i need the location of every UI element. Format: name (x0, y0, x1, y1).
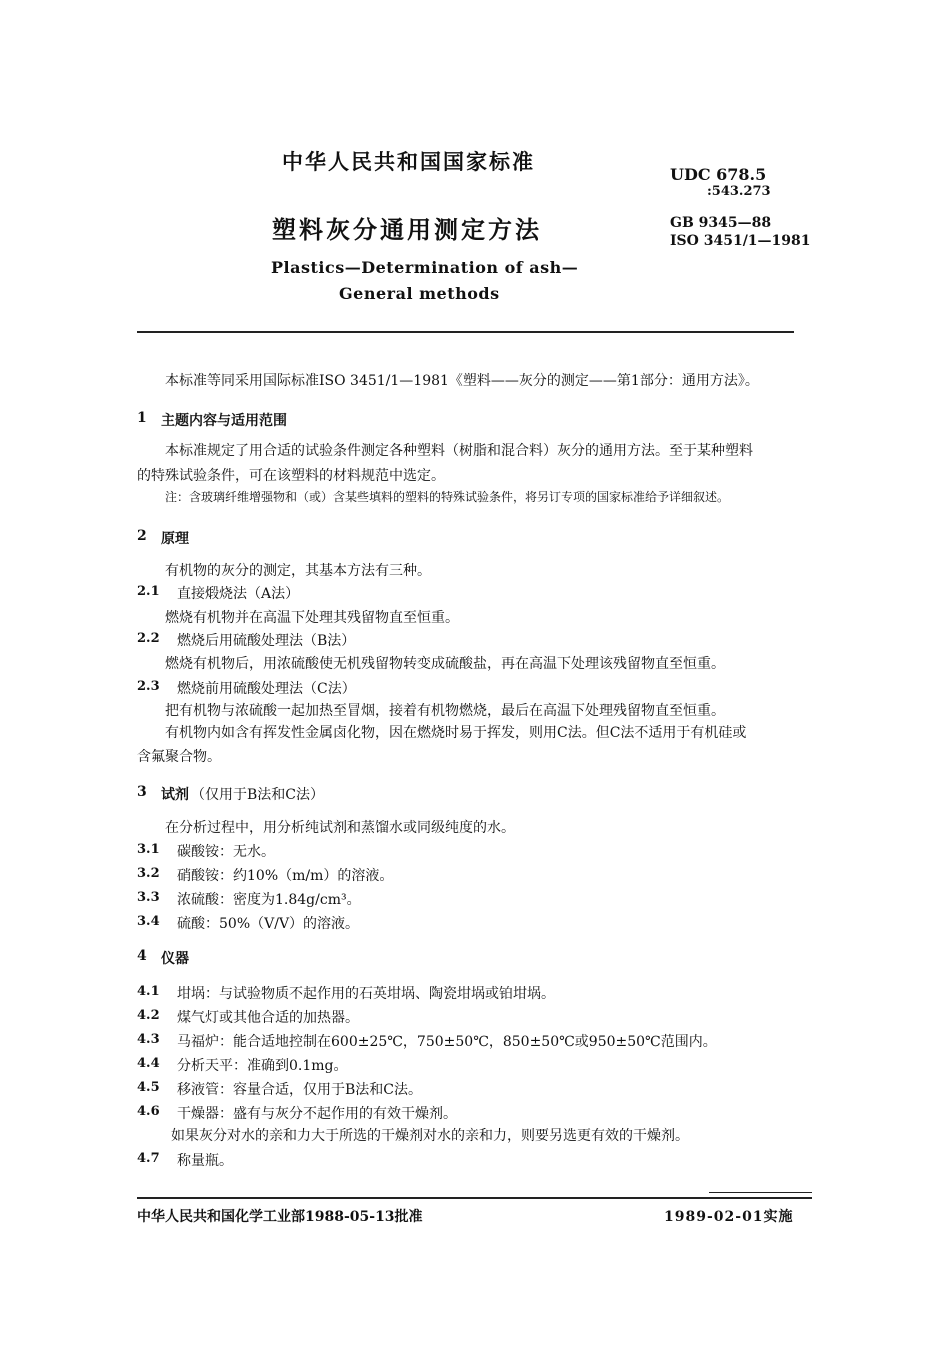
section-4-2-text: 煤气灯或其他合适的加热器。 (177, 1010, 359, 1026)
section-4-3-number: 4.3 (137, 1032, 160, 1047)
section-3-4-number: 3.4 (137, 914, 160, 929)
section-2-2-title: 燃烧后用硫酸处理法（B法） (177, 633, 356, 649)
udc-code: UDC 678.5 (670, 165, 767, 184)
section-2-2-text: 燃烧有机物后，用浓硫酸使无机残留物转变成硫酸盐，再在高温下处理该残留物直至恒重。 (165, 656, 725, 672)
section-4-number: 4 (137, 948, 147, 964)
section-4-4-number: 4.4 (137, 1056, 160, 1071)
title-en-line2: General methods (339, 284, 500, 303)
section-3-1-number: 3.1 (137, 842, 160, 857)
section-1-title: 主题内容与适用范围 (161, 413, 287, 429)
section-4-7-text: 称量瓶。 (177, 1153, 233, 1169)
section-4-5-text: 移液管：容量合适，仅用于B法和C法。 (177, 1082, 422, 1098)
section-3-2-number: 3.2 (137, 866, 160, 881)
section-2-2-number: 2.2 (137, 631, 160, 646)
section-1-note: 注：含玻璃纤维增强物和（或）含某些填料的塑料的特殊试验条件，将另订专项的国家标准给予详细叙述。 (165, 490, 730, 504)
section-3-title-note: （仅用于B法和C法） (191, 787, 324, 803)
section-2-1-number: 2.1 (137, 584, 160, 599)
section-4-4-text: 分析天平：准确到0.1mg。 (177, 1058, 348, 1074)
section-3-intro: 在分析过程中，用分析纯试剂和蒸馏水或同级纯度的水。 (165, 820, 515, 836)
iso-code: ISO 3451/1—1981 (670, 233, 811, 249)
section-3-4-text: 硫酸：50%（V/V）的溶液。 (177, 916, 360, 932)
section-1-text-line1: 本标准规定了用合适的试验条件测定各种塑料（树脂和混合料）灰分的通用方法。至于某种塑料 (165, 443, 753, 459)
section-3-2-text: 硝酸铵：约10%（m/m）的溶液。 (177, 868, 394, 884)
section-2-1-title: 直接煅烧法（A法） (177, 586, 300, 602)
section-2-title: 原理 (161, 531, 189, 547)
title-en-line1: Plastics—Determination of ash— (271, 258, 579, 277)
gb-code: GB 9345—88 (670, 215, 772, 231)
section-4-6-number: 4.6 (137, 1104, 160, 1119)
section-2-3-text: 把有机物与浓硫酸一起加热至冒烟，接着有机物燃烧，最后在高温下处理残留物直至恒重。 (165, 703, 725, 719)
section-4-1-number: 4.1 (137, 984, 160, 999)
section-2-3-number: 2.3 (137, 679, 160, 694)
section-2-1-text: 燃烧有机物并在高温下处理其残留物直至恒重。 (165, 610, 459, 626)
section-4-title: 仪器 (161, 951, 189, 967)
effective-date: 1989-02-01实施 (664, 1209, 794, 1225)
header-rule (137, 331, 794, 333)
title-cn: 塑料灰分通用测定方法 (272, 215, 542, 244)
section-2-3-text2-line1: 有机物内如含有挥发性金属卤化物，因在燃烧时易于挥发，则用C法。但C法不适用于有机硅或 (165, 725, 747, 741)
section-3-1-text: 碳酸铵：无水。 (177, 844, 275, 860)
section-3-number: 3 (137, 784, 147, 800)
section-4-3-text: 马福炉：能合适地控制在600±25℃，750±50℃，850±50℃或950±50℃范围内。 (177, 1034, 717, 1050)
section-3-3-text: 浓硫酸：密度为1.84g/cm³。 (177, 892, 361, 908)
section-1-text-line2: 的特殊试验条件，可在该塑料的材料规范中选定。 (137, 468, 445, 484)
udc-code-sub: :543.273 (707, 184, 771, 199)
footer-rule (137, 1197, 812, 1199)
section-4-2-number: 4.2 (137, 1008, 160, 1023)
section-2-3-title: 燃烧前用硫酸处理法（C法） (177, 681, 356, 697)
section-1-number: 1 (137, 410, 147, 426)
section-2-number: 2 (137, 528, 147, 544)
section-2-intro: 有机物的灰分的测定，其基本方法有三种。 (165, 563, 431, 579)
section-2-3-text2-line2: 含氟聚合物。 (137, 749, 221, 765)
approval-text: 中华人民共和国化学工业部1988-05-13批准 (137, 1209, 423, 1225)
section-3-title: 试剂 (161, 787, 189, 803)
standard-name: 中华人民共和国国家标准 (282, 149, 535, 174)
section-4-1-text: 坩埚：与试验物质不起作用的石英坩埚、陶瓷坩埚或铂坩埚。 (177, 986, 555, 1002)
section-4-6-extra: 如果灰分对水的亲和力大于所选的干燥剂对水的亲和力，则要另选更有效的干燥剂。 (171, 1128, 689, 1144)
section-4-5-number: 4.5 (137, 1080, 160, 1095)
section-4-6-text: 干燥器：盛有与灰分不起作用的有效干燥剂。 (177, 1106, 457, 1122)
section-4-7-number: 4.7 (137, 1151, 160, 1166)
footer-rule-short (709, 1192, 812, 1193)
section-3-3-number: 3.3 (137, 890, 160, 905)
intro-text: 本标准等同采用国际标准ISO 3451/1—1981《塑料——灰分的测定——第1部分：通用方法》。 (165, 373, 759, 389)
